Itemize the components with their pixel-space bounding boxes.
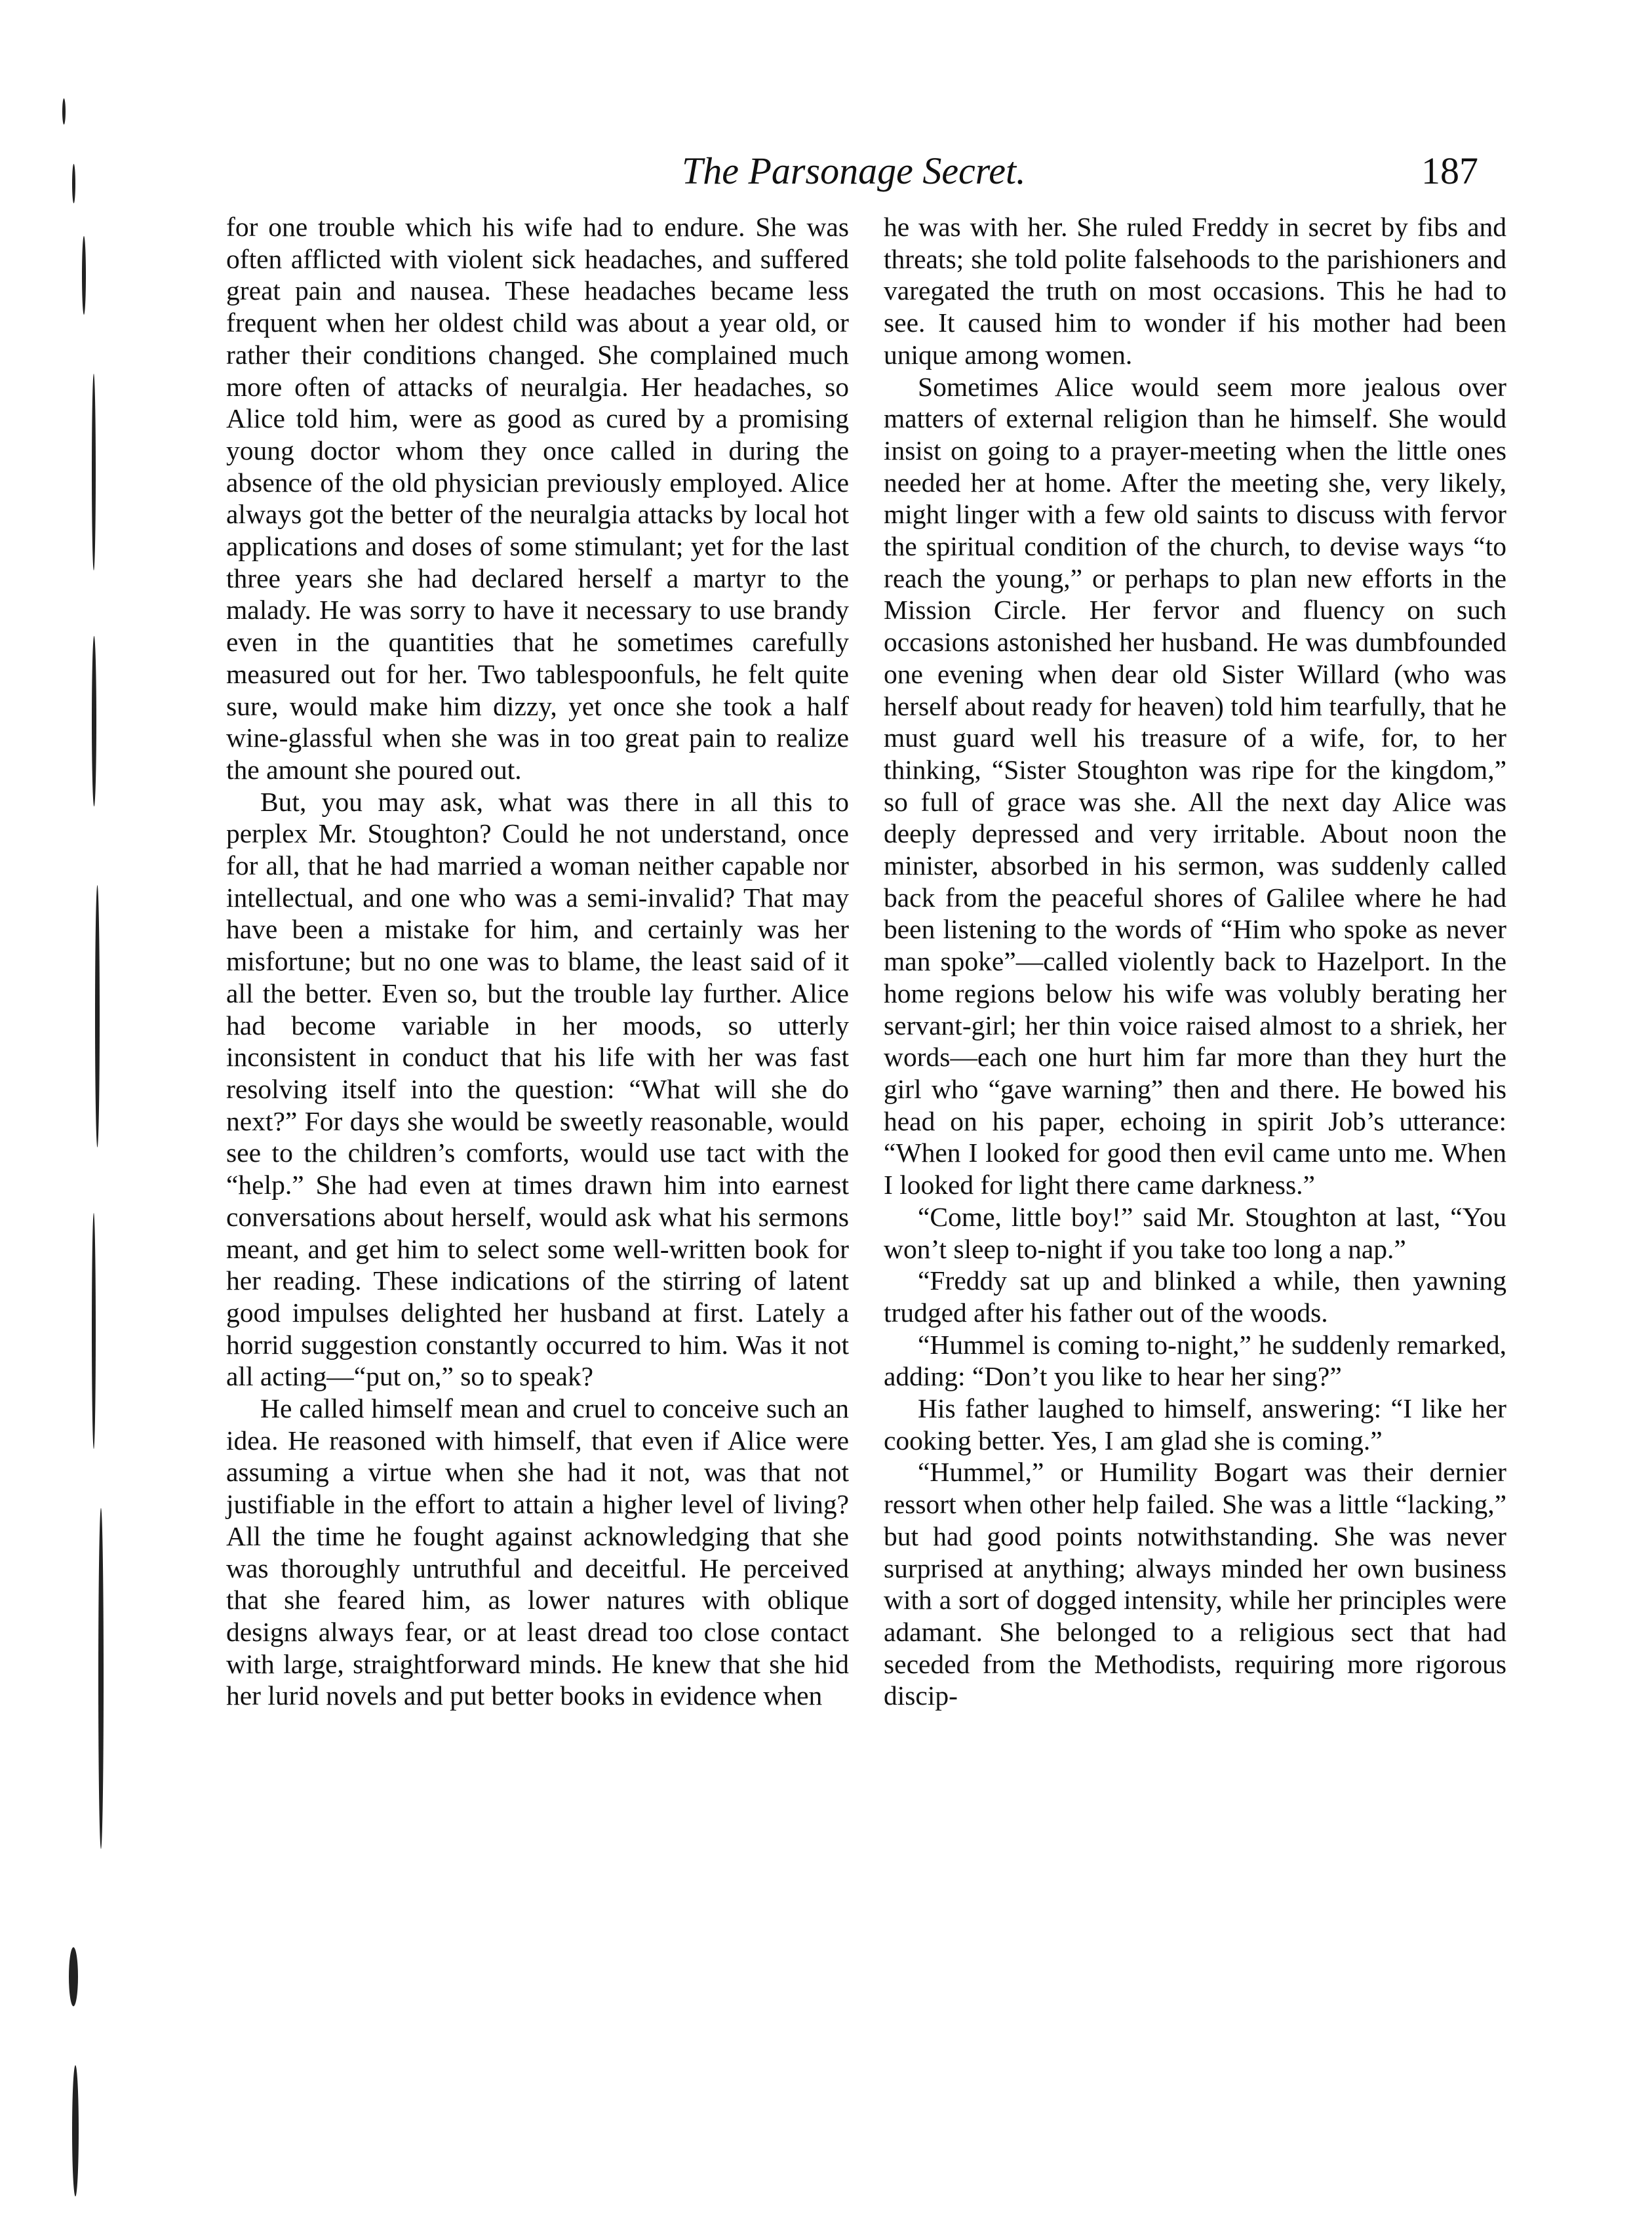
page-number: 187 [1421,149,1478,192]
running-header [216,148,1478,194]
paragraph: He called himself mean and cruel to conceive such an idea. He reasoned with himself, that even if Alice were assuming a virtue when she had it not, was that not justifiable in the effort to attain a higher level of living? All the time he fought against acknowledging that she was thoroughly untruthful and deceitful. He perceived that she feared him, as lower natures with oblique designs always fear, or at least dread too close contact with large, straightforward minds. He knew that she hid her lurid novels and put better books in evidence when [226,1393,849,1711]
left-column [226,211,849,1712]
right-column [884,211,1506,1712]
paragraph: “Hummel,” or Humility Bogart was their dernier ressort when other help failed. She was a little “lacking,” but had good points notwithstanding. She was never surprised at anything; always minded her own business with a sort of dogged intensity, while her principles were adamant. She belonged to a religious sect that had seceded from the Methodists, requiring more rigorous discip- [884,1457,1506,1711]
paragraph: Sometimes Alice would seem more jealous over matters of external religion than he himself. She would insist on going to a prayer-meeting when the little ones needed her at home. After the meeting she, very likely, might linger with a few old saints to discuss with fervor the spiritual condition of the church, to devise ways “to reach the young,” or perhaps to plan new efforts in the Mission Circle. Her fervor and fluency on such occasions astonished her husband. He was dumbfounded one evening when dear old Sister Willard (who was herself about ready for heaven) told him tearfully, that he must guard well his treasure of a wife, for, to her thinking, “Sister Stoughton was ripe for the kingdom,” so full of grace was she. All the next day Alice was deeply depressed and very irritable. About noon the minister, absorbed in his sermon, was suddenly called back from the peaceful shores of Galilee where he had been listening to the words of “Him who spoke as never man spoke”—called violently back to Hazelport. In the home regions below his wife was volubly berating her servant-girl; her thin voice raised almost to a shriek, her words—each one hurt him far more than they hurt the girl who “gave warning” then and there. He bowed his head on his paper, echoing in spirit Job’s utterance: “When I looked for good then evil came unto me. When I looked for light there came darkness.” [884,371,1506,1200]
running-title: The Parsonage Secret. [682,149,1026,192]
paragraph: for one trouble which his wife had to endure. She was often afflicted with violent sick headaches, and suffered great pain and nausea. These headaches became less frequent when her oldest child was about a year old, or rather their conditions changed. She complained much more often of attacks of neuralgia. Her headaches, so Alice told him, were as good as cured by a promising young doctor whom they once called in during the absence of the old physician previously employed. Alice always got the better of the neuralgia attacks by local hot applications and doses of some stimulant; yet for the last three years she had declared herself a martyr to the malady. He was sorry to have it necessary to use brandy even in the quantities that he sometimes carefully measured out for her. Two tablespoonfuls, he felt quite sure, would make him dizzy, yet once she took a half wine-glassful when she was in too great pain to realize the amount she poured out. [226,212,849,785]
paragraph: “Hummel is coming to-night,” he suddenly remarked, adding: “Don’t you like to hear her sing?” [884,1329,1506,1392]
paragraph: “Freddy sat up and blinked a while, then yawning trudged after his father out of the woods. [884,1265,1506,1328]
paragraph: “Come, little boy!” said Mr. Stoughton at last, “You won’t sleep to-night if you take too long a nap.” [884,1201,1506,1264]
binding-edge-marks [26,98,157,2229]
paragraph: he was with her. She ruled Freddy in secret by fibs and threats; she told polite falsehoods to the parishioners and varegated the truth on most occasions. This he had to see. It caused him to wonder if his mother had been unique among women. [884,212,1506,370]
paragraph: But, you may ask, what was there in all this to perplex Mr. Stoughton? Could he not understand, once for all, that he had married a woman neither capable nor intellectual, and one who was a semi-invalid? That may have been a mistake for him, and certainly was her misfortune; but no one was to blame, the least said of it all the better. Even so, but the trouble lay further. Alice had become variable in her moods, so utterly inconsistent in conduct that his life with her was fast resolving itself into the question: “What will she do next?” For days she would be sweetly reasonable, would see to the children’s comforts, would use tact with the “help.” She had even at times drawn him into earnest conversations about herself, would ask what his sermons meant, and get him to select some well-written book for her reading. These indications of the stirring of latent good impulses delighted her husband at first. Lately a horrid suggestion constantly occurred to him. Was it not all acting—“put on,” so to speak? [226,786,849,1392]
paragraph: His father laughed to himself, answering: “I like her cooking better. Yes, I am glad she is coming.” [884,1393,1506,1456]
